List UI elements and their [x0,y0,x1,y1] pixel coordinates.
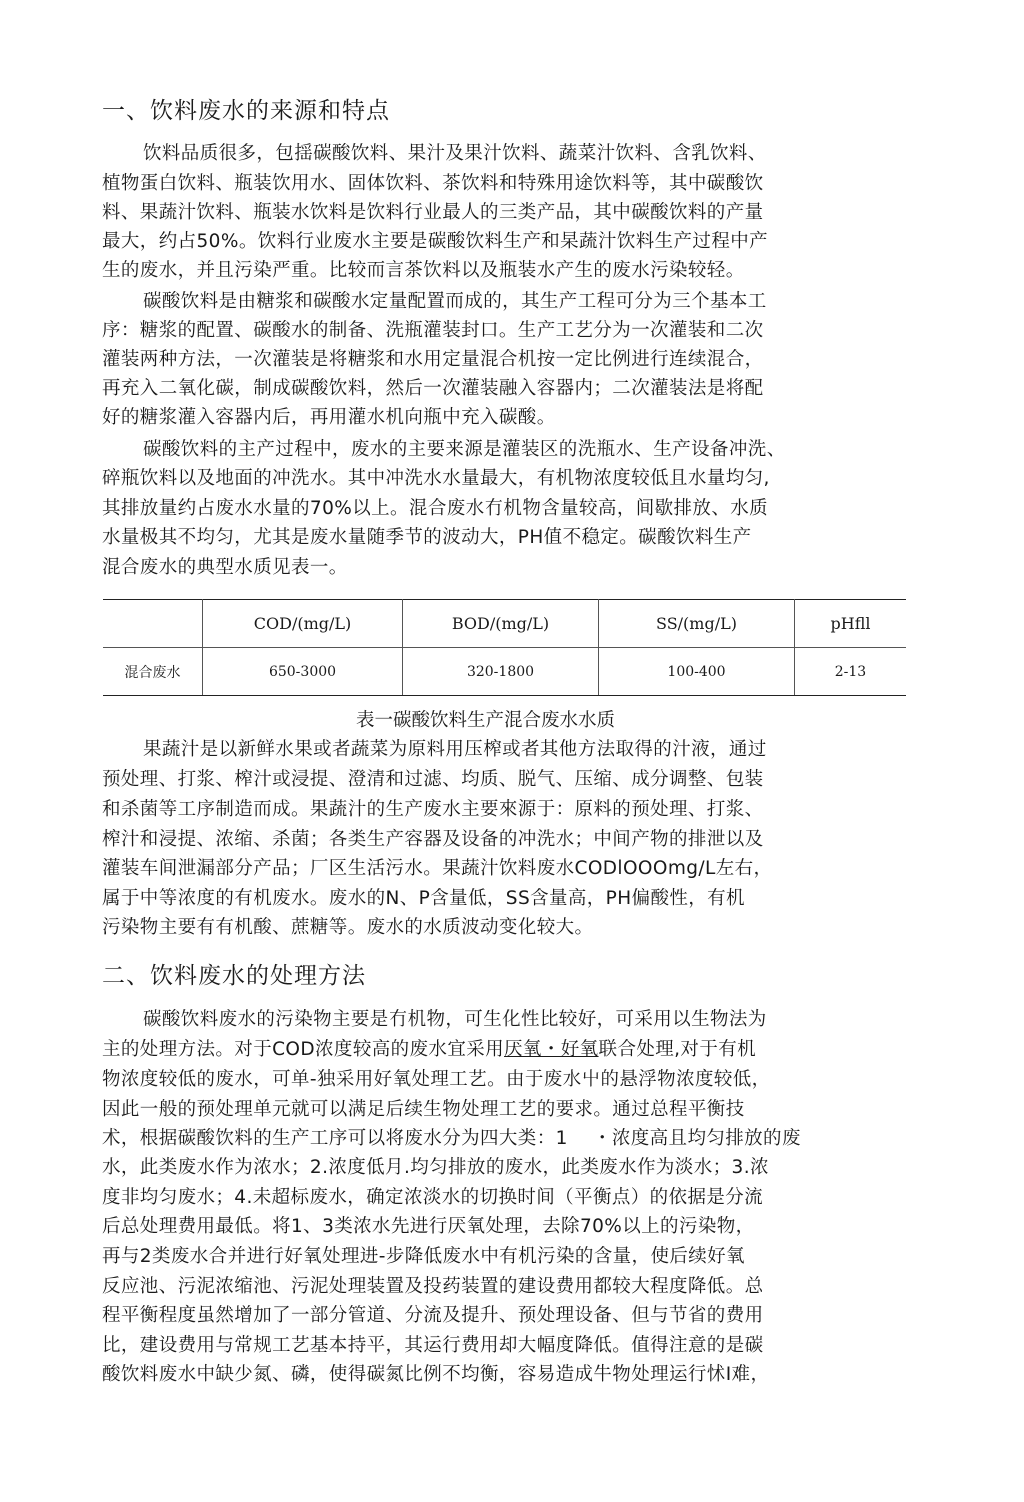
s2-text: 联合处理,对于有机 [598,1039,757,1060]
p4-line: 和杀菌等工序制造而成。果蔬汁的生产废水主要來源于：原料的预处理、打浆、 [102,799,764,820]
s2-line: 术，根据碳酸饮料的生产工序可以将废水分为四大类：1 ・浓度高且均匀排放的废 [102,1128,801,1149]
table-header-cell: pHfll [795,600,907,648]
s2-line-with-underline [102,1037,756,1063]
table-cell: 2-13 [795,648,907,696]
p3-line: 水量极其不均匀，尤其是废水量随季节的波动大，PH值不稳定。碳酸饮料生产 [102,527,752,548]
s2-line: 因此一般的预处理单元就可以满足后续生物处理工艺的要求。通过总程平衡技 [102,1099,745,1120]
s2-line: 比，建设费用与常规工艺基本持平，其运行费用却大幅度降低。值得注意的是碳 [102,1335,764,1356]
s2-text: 主的处理方法。对于COD浓度较高的废水宜采用 [102,1039,505,1060]
p2-line: 灌装两种方法，一次灌装是将糖浆和水用定量混合机按一定比例进行连续混合， [102,349,764,370]
table-cell: 100-400 [599,648,795,696]
p1-line: 生的废水，并且污染严重。比较而言茶饮料以及瓶装水产生的废水污染较轻。 [102,260,745,281]
table-cell: 320-1800 [403,648,599,696]
p1-line: 饮料品质很多，包揺碳酸饮料、果汁及果汁饮料、蔬菜汁饮料、含乳饮料、 [143,143,767,164]
p1-line: 植物蛋白饮料、瓶装饮用水、固体饮料、茶饮料和特殊用途饮料等，其中碳酸饮 [102,173,764,194]
s2-line: 酸饮料废水中缺少氮、磷，使得碳氮比例不均衡，容易造成牛物处理运行怵I难， [102,1364,770,1385]
p3-line: 其排放量约占废水水量的70%以上。混合废水冇机物含量较高，间歇排放、水质 [102,498,769,519]
p4-line: 果蔬汁是以新鲜水果或者蔬菜为原料用压榨或者其他方法取得的汁液，通过 [143,739,767,760]
table-header-cell: SS/(mg/L) [599,600,795,648]
table-header-cell: BOD/(mg/L) [403,600,599,648]
table-header-row [103,600,906,648]
p3-line: 混合废水的典型水质见表一。 [102,557,348,578]
s2-line: 碳酸饮料废水的污染物主要是冇机物，可生化性比较好，可采用以生物法为 [143,1009,767,1030]
p3-line: 碎瓶饮料以及地面的冲洗水。其中冲洗水水量最大，有机物浓度较低且水量均匀, [102,468,770,489]
table-header-cell [103,600,203,648]
p4-line: 榨汁和浸提、浓缩、杀菌；各类生产容器及设备的冲洗水；中间产物的排泄以及 [102,829,764,850]
table-header-cell: COD/(mg/L) [203,600,403,648]
table-caption: 表一碳酸饮料生产混合废水水质 [356,710,616,731]
table-row [103,648,906,696]
s2-line: 物浓度较低的废水，可单-独采用好氧处理工艺。由于废水屮的悬浮物浓度较低， [102,1069,771,1090]
p2-line: 再充入二氧化碳，制成碳酸饮料，然后一次灌装融入容器内；二次灌装法是将配 [102,378,764,399]
table-cell: 混合废水 [103,648,203,696]
p4-line: 预处理、打浆、榨汁或浸提、澄清和过滤、均质、脱气、压缩、成分调整、包装 [102,769,764,790]
water-quality-table [103,599,906,696]
table-cell: 650-3000 [203,648,403,696]
s2-line: 再与2类废水合并进行好氧处理进-步降低废水中有机污染的含量，使后续好氧 [102,1246,745,1267]
p3-line: 碳酸饮料的主产过程中，废水的主要来源是灌装区的洗瓶水、生产设备冲洗、 [143,439,786,460]
p2-line: 碳酸饮料是由糖浆和碳酸水定量配置而成的，其生产工程可分为三个基本工 [143,291,767,312]
p4-line: 灌装车间泄漏部分产品；厂区生活污水。果蔬汁饮料废水CODlOOOmg/L左右， [102,858,773,879]
s2-line: 程平衡程度虽然增加了一部分管道、分流及提升、预处理设备、但与节省的费用 [102,1305,764,1326]
s2-line: 后总处理费用最低。将1、3类浓水先进行厌氧处理，去除70%以上的污染物， [102,1216,755,1237]
section1-heading: 一、饮料废水的来源和特点 [102,98,390,124]
s2-line: 度非均匀废水；4.未超标废水，确定浓淡水的切换时间（平衡点）的依据是分流 [102,1187,764,1208]
p1-line: 最大，约占50%。饮料行业废水主要是碳酸饮料生产和杲蔬汁饮料生产过程中产 [102,231,769,252]
p2-line: 序：糖浆的配置、碳酸水的制备、洗瓶灌装封口。生产工艺分为一次灌装和二次 [102,320,764,341]
section2-heading: 二、饮料废水的处理方法 [102,963,366,989]
p2-line: 好的糖浆灌入容器内后，再用灌水机向瓶中充入碳酸。 [102,407,556,428]
p4-line: 污染物主要有有机酸、蔗糖等。废水的水质波动变化较大。 [102,917,594,938]
s2-line: 水，此类废水作为浓水；2.浓度低月.均匀排放的废水，此类废水作为淡水；3.浓 [102,1157,769,1178]
p4-line: 属于中等浓度的有机废水。废水的N、P含量低，SS含量高，PH偏酸性，有机 [102,888,745,909]
p1-line: 料、果蔬汁饮料、瓶装水饮料是饮料行业最人的三类产品，其中碳酸饮料的产量 [102,202,764,223]
s2-line: 反应池、污泥浓缩池、污泥处理装置及投药装置的建设费用都较大程度降低。总 [102,1276,764,1297]
underlined-term: 厌氧・好氧 [504,1039,599,1060]
